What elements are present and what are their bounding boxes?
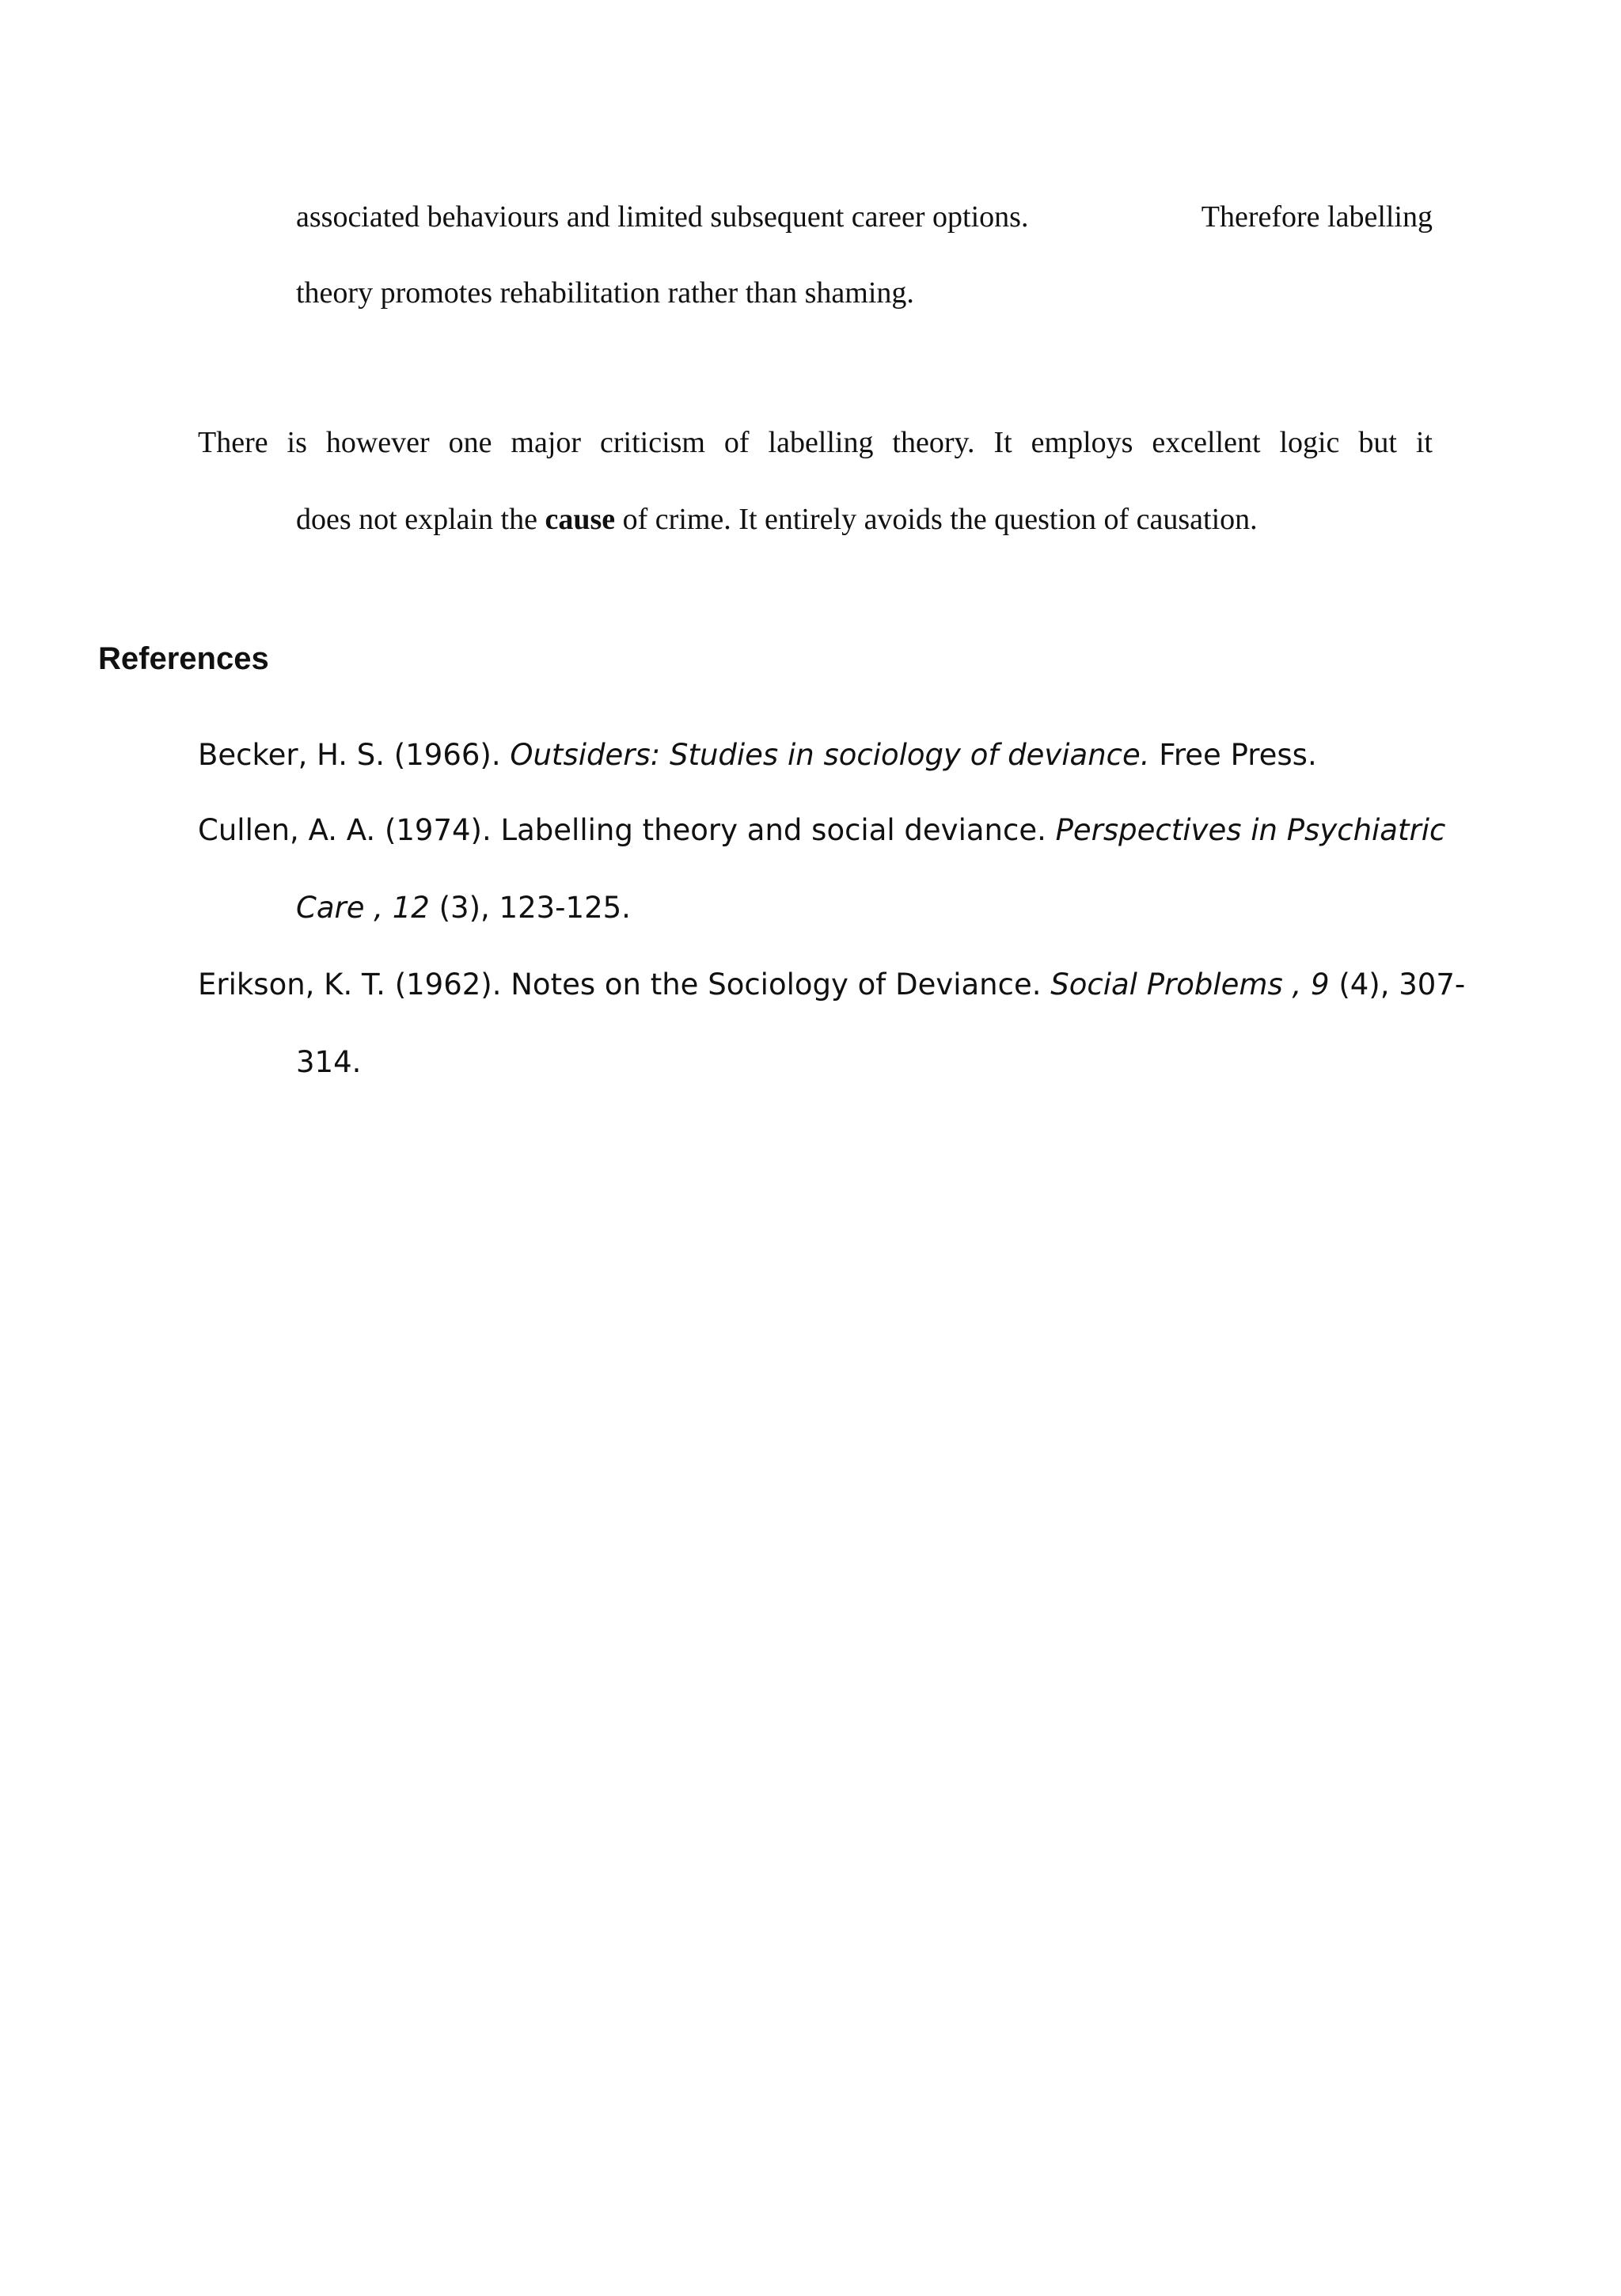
reference-becker-author: Becker, H. S. (1966). [198, 738, 511, 772]
reference-erikson-continuation [296, 1047, 361, 1077]
reference-erikson-author-title: Erikson, K. T. (1962). Notes on the Sociology of Deviance. [198, 967, 1051, 1002]
paragraph-1-line-1-left: associated behaviours and limited subsequent career options. [296, 200, 1029, 234]
reference-becker-publisher: Free Press. [1149, 738, 1317, 772]
reference-cullen-continuation [296, 891, 631, 925]
paragraph-2-line-2-post: of crime. It entirely avoids the question of causation. [615, 503, 1258, 536]
paragraph-2-line-2-pre: does not explain the [296, 503, 545, 536]
reference-cullen-pages: (3), 123-125. [429, 891, 631, 925]
paragraph-2-line-2 [296, 504, 1258, 534]
reference-erikson-journal: Social Problems , 9 [1050, 967, 1330, 1002]
references-heading: References [98, 641, 269, 676]
paragraph-1-line-2 [296, 278, 914, 308]
paragraph-1-line-1-right: Therefore labelling [1201, 200, 1433, 234]
paragraph-1-line-2-text: theory promotes rehabilitation rather than shaming. [296, 276, 914, 310]
reference-cullen-journal: Perspectives in Psychiatric [1055, 813, 1446, 847]
reference-cullen-journal-volume: Care , 12 [296, 891, 430, 925]
reference-erikson-pages-start: (4), 307- [1329, 967, 1466, 1002]
paragraph-1-line-1 [296, 202, 1433, 232]
reference-cullen-author-title: Cullen, A. A. (1974). Labelling theory and social deviance. [198, 813, 1056, 847]
paragraph-2-line-1 [198, 428, 1433, 458]
reference-erikson [198, 967, 1466, 1002]
reference-becker-title: Outsiders: Studies in sociology of deviance. [510, 738, 1150, 772]
reference-cullen [198, 815, 1445, 845]
reference-erikson-pages-end: 314. [296, 1045, 362, 1079]
reference-becker [198, 740, 1317, 770]
emphasis-cause: cause [545, 503, 616, 536]
paragraph-2-line-1-text: There is however one major criticism of labelling theory. It employs excellent logic but it [198, 426, 1433, 459]
